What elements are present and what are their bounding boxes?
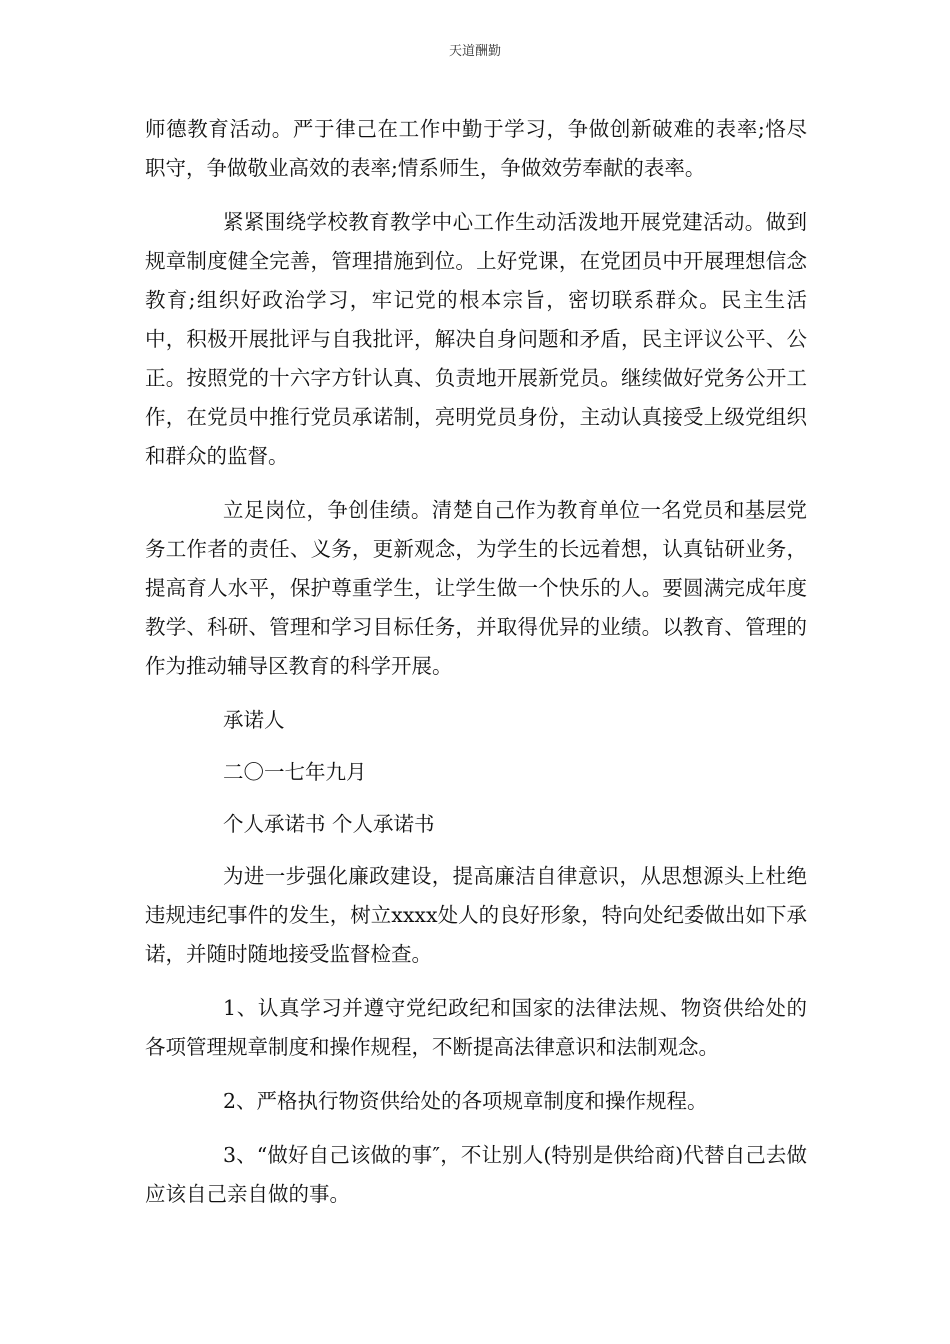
section-title: 个人承诺书 个人承诺书 <box>223 812 435 836</box>
item-2: 2、严格执行物资供给处的各项规章制度和操作规程。 <box>223 1089 708 1113</box>
paragraph-party-activities: 紧紧围绕学校教育教学中心工作生动活泼地开展党建活动。做到规章制度健全完善，管理措施到位。上好党课，在党团员中开展理想信念教育;组织好政治学习，牢记党的根本宗旨，密切联系群众。民主生活中，积极开展批评与自我批评，解决自身问题和矛盾，民主评议公平、公正。按照党的十六字方针认真、负责地开展新党员。继续做好党务公开工作，在党员中推行党员承诺制，亮明党员身份，主动认真接受上级党组织和群众的监督。 <box>145 210 807 468</box>
date-line: 二〇一七年九月 <box>223 760 367 784</box>
document-body <box>145 110 807 1229</box>
paragraph-intro: 为进一步强化廉政建设，提高廉洁自律意识，从思想源头上杜绝违规违纪事件的发生，树立xxxx处人的良好形象，特向处纪委做出如下承诺，并随时随地接受监督检查。 <box>145 864 807 966</box>
paragraph-teacher-ethics: 师德教育活动。严于律己在工作中勤于学习，争做创新破难的表率;恪尽职守，争做敬业高效的表率;情系师生，争做效劳奉献的表率。 <box>145 117 807 180</box>
page-header: 天道酬勤 <box>448 44 501 59</box>
item-1: 1、认真学习并遵守党纪政纪和国家的法律法规、物资供给处的各项管理规章制度和操作规程，不断提高法律意识和法制观念。 <box>145 996 807 1059</box>
promisor-label: 承诺人 <box>223 708 285 732</box>
paragraph-achievements: 立足岗位，争创佳绩。清楚自己作为教育单位一名党员和基层党务工作者的责任、义务，更新观念，为学生的长远着想，认真钻研业务，提高育人水平，保护尊重学生，让学生做一个快乐的人。要圆满完成年度教学、科研、管理和学习目标任务，并取得优异的业绩。以教育、管理的作为推动辅导区教育的科学开展。 <box>145 498 807 678</box>
item-3: 3、“做好自己该做的事″，不让别人(特别是供给商)代替自己去做应该自己亲自做的事。 <box>145 1143 807 1206</box>
